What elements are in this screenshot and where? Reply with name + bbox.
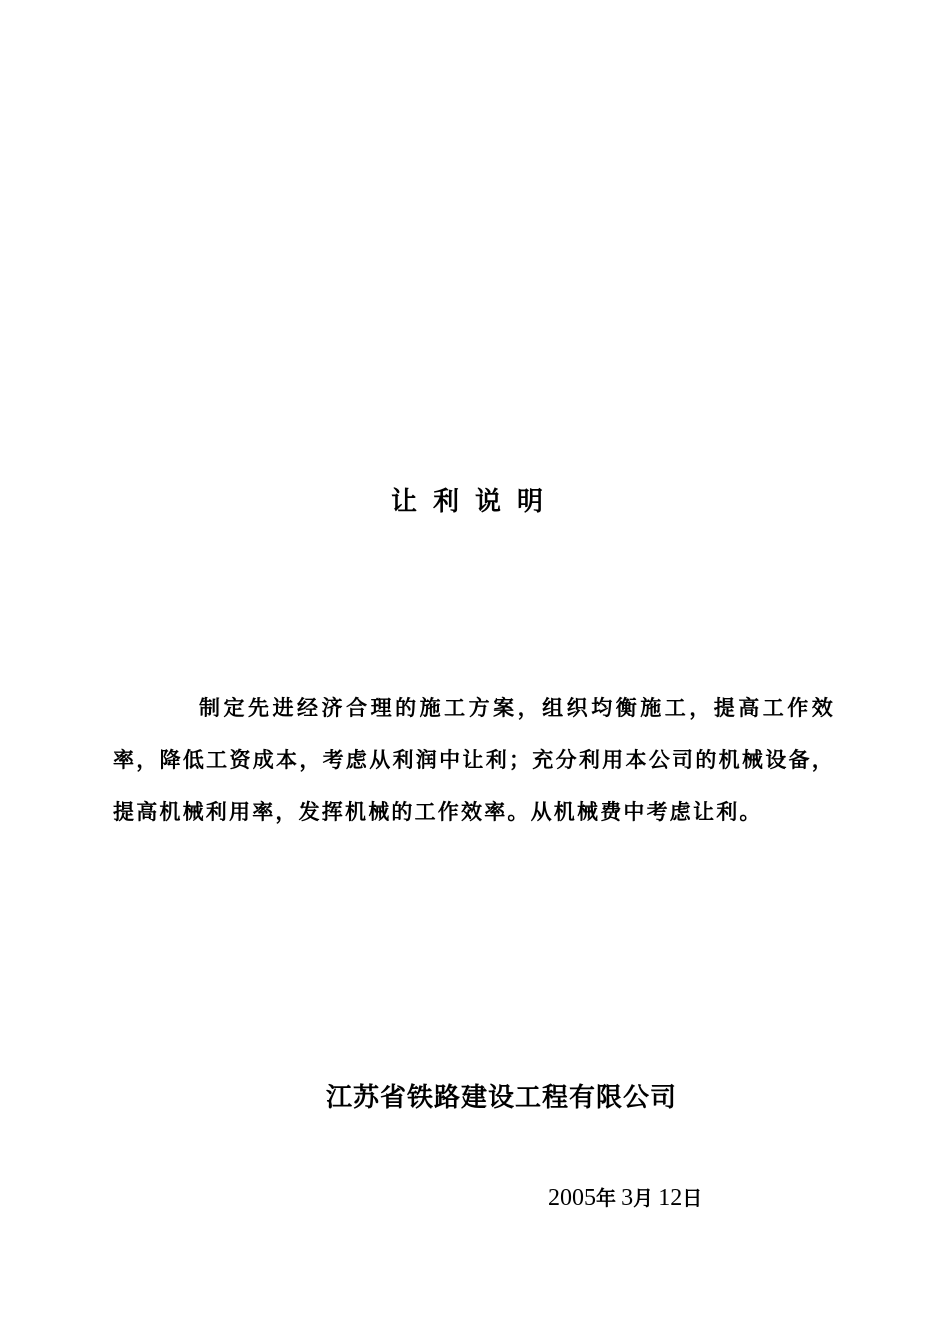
date-day-unit: 日 [682,1186,703,1210]
date-year: 2005 [548,1185,596,1211]
date-year-unit: 年 [596,1186,616,1210]
date-day: 12 [658,1185,683,1211]
document-date [548,1182,702,1216]
date-month: 3 [621,1185,634,1211]
document-body-paragraph: 制定先进经济合理的施工方案，组织均衡施工，提高工作效率，降低工资成本，考虑从利润中让利；充分利用本公司的机械设备，提高机械利用率，发挥机械的工作效率。从机械费中考虑让利。 [113,696,835,824]
document-title: 让利说明 [390,487,559,517]
date-month-unit: 月 [633,1186,654,1210]
company-signature: 江苏省铁路建设工程有限公司 [326,1083,678,1113]
